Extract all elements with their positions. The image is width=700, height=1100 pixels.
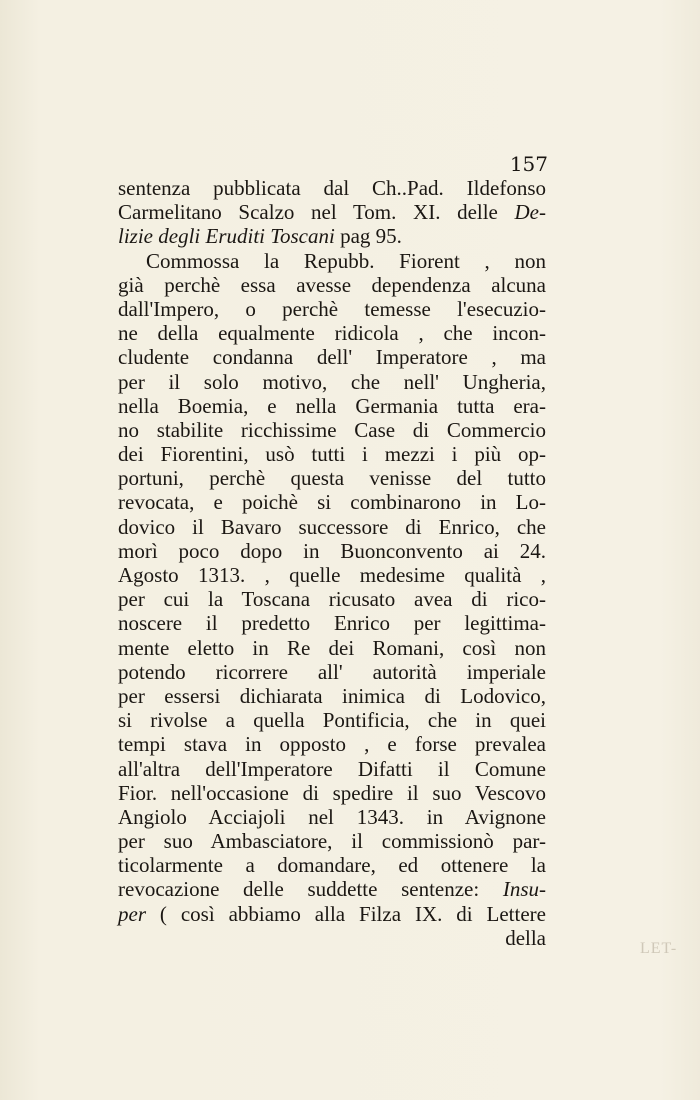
text-line: Angiolo Acciajoli nel 1343. in Avignone — [118, 804, 546, 829]
text-line: per ( così abbiamo alla Filza IX. di Lettere — [118, 901, 546, 926]
text-line: all'altra dell'Imperatore Difatti il Comune — [118, 756, 546, 781]
catchword: della — [505, 925, 546, 950]
page-number: 157 — [509, 152, 548, 176]
text-line: tempi stava in opposto , e forse prevalea — [118, 732, 546, 757]
text-line: Carmelitano Scalzo nel Tom. XI. delle De- — [118, 200, 546, 225]
text-line: portuni, perchè questa venisse del tutto — [118, 466, 546, 491]
text-line: morì poco dopo in Buonconvento ai 24. — [118, 538, 546, 563]
text-line: noscere il predetto Enrico per legittima- — [118, 611, 546, 636]
text-line: revocata, e poichè si combinarono in Lo- — [118, 490, 546, 515]
text-line: Agosto 1313. , quelle medesime qualità , — [118, 563, 546, 587]
text-line: dovico il Bavaro successore di Enrico, che — [118, 514, 546, 539]
text-line: Commossa la Repubb. Fiorent , non — [146, 248, 546, 273]
text-line: per essersi dichiarata inimica di Lodovico, — [118, 683, 546, 708]
text-line: potendo ricorrere all' autorità imperiale — [118, 659, 546, 684]
text-line: no stabilite ricchissime Case di Commercio — [118, 417, 546, 442]
text-line: già perchè essa avesse dependenza alcuna — [118, 272, 546, 297]
text-line: nella Boemia, e nella Germania tutta era- — [118, 393, 546, 418]
text-line: ticolarmente a domandare, ed ottenere la — [118, 853, 546, 878]
text-line: ne della equalmente ridicola , che incon- — [118, 321, 546, 346]
text-line: Fior. nell'occasione di spedire il suo Vescovo — [118, 780, 546, 805]
text-line: sentenza pubblicata dal Ch..Pad. Ildefonso — [118, 176, 546, 200]
text-line: mente eletto in Re dei Romani, così non — [118, 635, 546, 660]
bleed-through-text: LET- — [640, 940, 678, 957]
text-line: si rivolse a quella Pontificia, che in quei — [118, 708, 546, 733]
text-line: lizie degli Eruditi Toscani pag 95. — [118, 224, 402, 249]
text-line: per suo Ambasciatore, il commissionò par- — [118, 829, 546, 854]
text-line: dei Fiorentini, usò tutti i mezzi i più op- — [118, 442, 546, 467]
text-line: per cui la Toscana ricusato avea di rico- — [118, 587, 546, 612]
text-line: per il solo motivo, che nell' Ungheria, — [118, 369, 546, 394]
text-line: dall'Impero, o perchè temesse l'esecuzio- — [118, 296, 546, 321]
text-line: cludente condanna dell' Imperatore , ma — [118, 345, 546, 370]
text-line: revocazione delle suddette sentenze: Insu- — [118, 877, 546, 902]
body-text — [118, 176, 546, 950]
